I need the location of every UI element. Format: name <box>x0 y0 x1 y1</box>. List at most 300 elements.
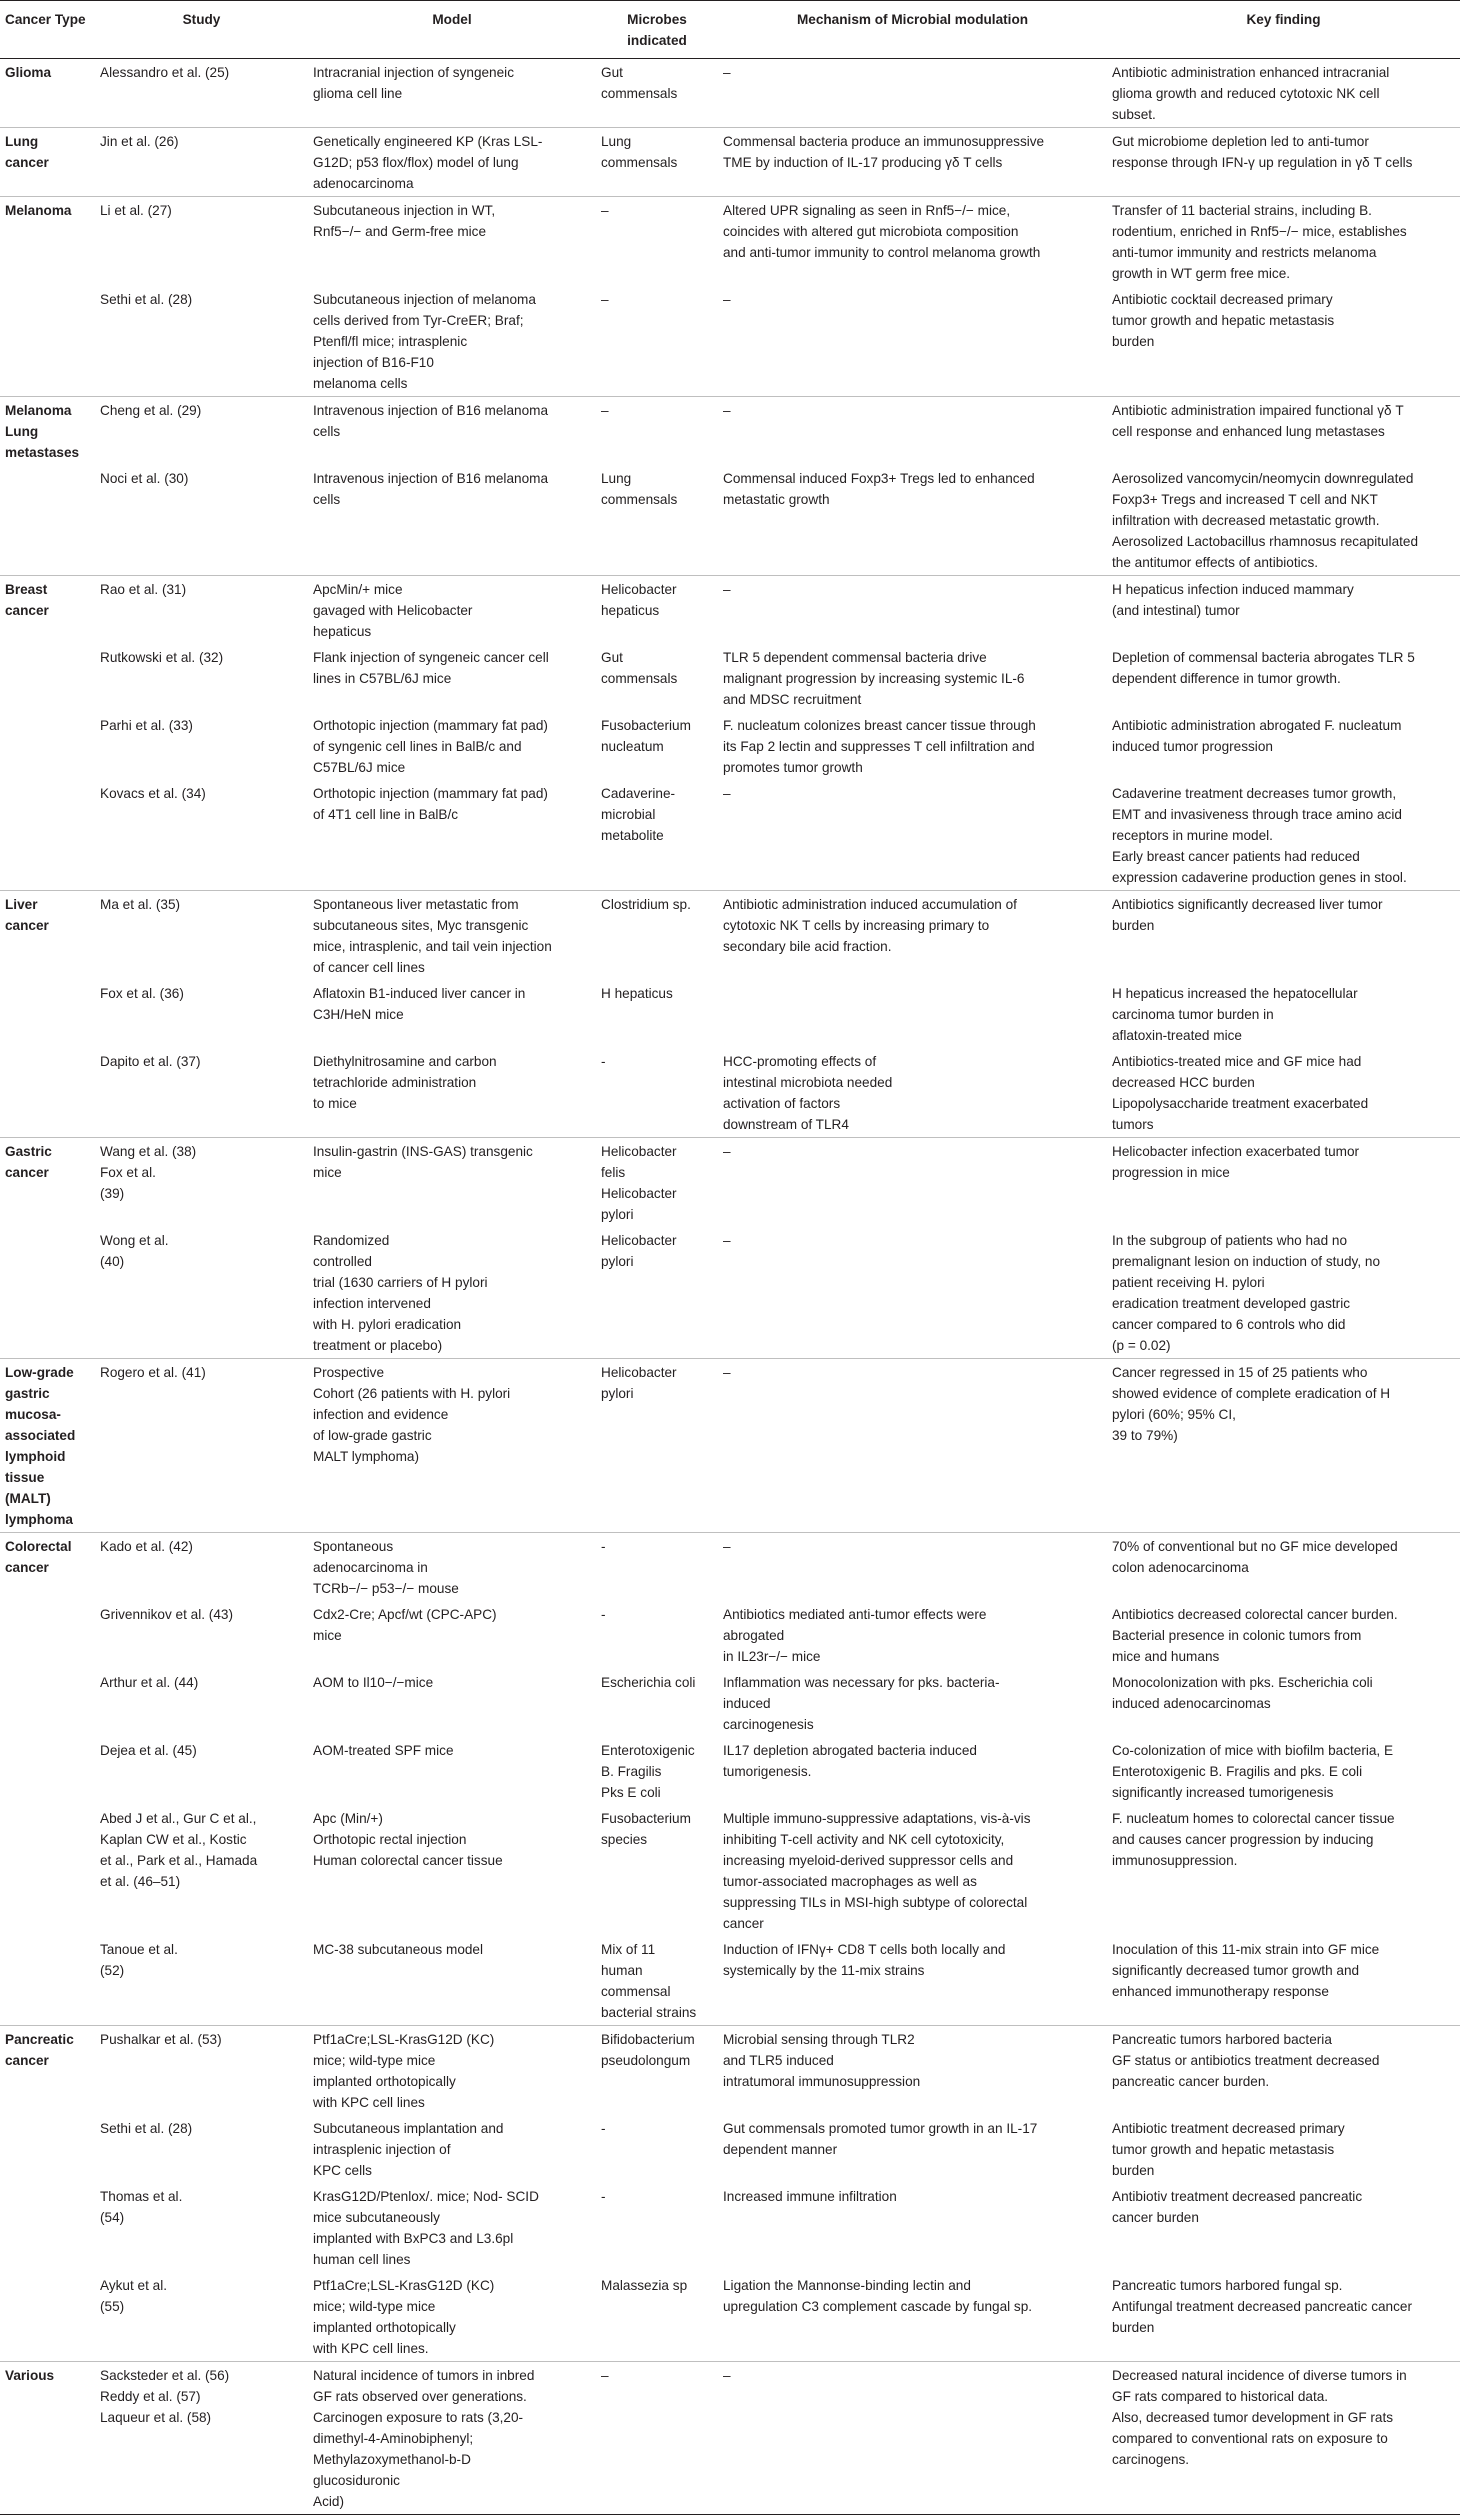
model-line: mice <box>313 1165 342 1180</box>
model-line: MALT lymphoma) <box>313 1449 420 1464</box>
mechanism-line: – <box>723 2368 731 2383</box>
model-line: implanted orthotopically <box>313 2074 456 2089</box>
mechanism-line: Ligation the Mannonse-binding lectin and <box>723 2278 971 2293</box>
mechanism-cell <box>718 2272 1107 2362</box>
key-finding-line: carcinogens. <box>1112 2452 1190 2467</box>
model-line: C57BL/6J mice <box>313 760 406 775</box>
mechanism-line: and MDSC recruitment <box>723 692 862 707</box>
table-row <box>0 1737 1460 1805</box>
microbes-cell <box>596 891 718 981</box>
microbes-cell <box>596 128 718 197</box>
model-line: Ptf1aCre;LSL-KrasG12D (KC) <box>313 2032 495 2047</box>
model-line: tetrachloride administration <box>313 1075 477 1090</box>
mechanism-cell <box>718 2026 1107 2116</box>
model-line: Insulin-gastrin (INS-GAS) transgenic <box>313 1144 533 1159</box>
study-line: Sethi et al. (28) <box>100 292 193 307</box>
model-cell <box>308 2362 596 2515</box>
microbes-cell <box>596 712 718 780</box>
study-cell <box>95 397 308 466</box>
model-line: glucosiduronic <box>313 2473 400 2488</box>
model-line: Cdx2-Cre; Apcf/wt (CPC-APC) <box>313 1607 497 1622</box>
mechanism-line: – <box>723 1144 731 1159</box>
study-line: (52) <box>100 1963 125 1978</box>
cancer-type-line: cancer <box>5 1560 49 1575</box>
mechanism-line: cytotoxic NK T cells by increasing primary to <box>723 918 990 933</box>
study-line: Parhi et al. (33) <box>100 718 193 733</box>
mechanism-line: – <box>723 786 731 801</box>
mechanism-cell <box>718 644 1107 712</box>
model-line: GF rats observed over generations. <box>313 2389 527 2404</box>
key-finding-line: Antibiotics-treated mice and GF mice had <box>1112 1054 1362 1069</box>
cancer-type-line: (MALT) <box>5 1491 51 1506</box>
mechanism-line: Antibiotics mediated anti-tumor effects were <box>723 1607 987 1622</box>
mechanism-line: carcinogenesis <box>723 1717 814 1732</box>
model-cell <box>308 644 596 712</box>
cancer-type-cell <box>0 1138 95 1228</box>
mechanism-line: Gut commensals promoted tumor growth in an IL-17 <box>723 2121 1038 2136</box>
mechanism-cell <box>718 1805 1107 1936</box>
key-finding-line: decreased HCC burden <box>1112 1075 1255 1090</box>
table-row <box>0 128 1460 197</box>
key-finding-line: response through IFN-γ up regulation in γδ T cells <box>1112 155 1413 170</box>
model-line: subcutaneous sites, Myc transgenic <box>313 918 529 933</box>
cancer-type-line: gastric <box>5 1386 50 1401</box>
key-finding-line: F. nucleatum homes to colorectal cancer tissue <box>1112 1811 1395 1826</box>
key-finding-line: anti-tumor immunity and restricts melanoma <box>1112 245 1377 260</box>
model-line: Genetically engineered KP (Kras LSL- <box>313 134 543 149</box>
cancer-type-line: Various <box>5 2368 55 2383</box>
microbes-cell <box>596 2272 718 2362</box>
microbes-line: human <box>601 1963 643 1978</box>
key-finding-line: Also, decreased tumor development in GF rats <box>1112 2410 1394 2425</box>
key-finding-line: mice and humans <box>1112 1649 1220 1664</box>
key-finding-line: pancreatic cancer burden. <box>1112 2074 1270 2089</box>
key-finding-cell <box>1107 1048 1460 1138</box>
study-cell <box>95 1936 308 2026</box>
mechanism-line: in IL23r−/− mice <box>723 1649 821 1664</box>
model-line: mice; wild-type mice <box>313 2053 436 2068</box>
study-cell <box>95 1359 308 1533</box>
mechanism-line: – <box>723 1233 731 1248</box>
study-line: Dapito et al. (37) <box>100 1054 201 1069</box>
model-line: AOM to Il10−/−mice <box>313 1675 434 1690</box>
model-line: Orthotopic rectal injection <box>313 1832 467 1847</box>
mechanism-cell <box>718 2115 1107 2183</box>
table-row <box>0 780 1460 891</box>
key-finding-cell <box>1107 197 1460 287</box>
key-finding-line: Pancreatic tumors harbored fungal sp. <box>1112 2278 1343 2293</box>
microbes-cell <box>596 1138 718 1228</box>
key-finding-line: receptors in murine model. <box>1112 828 1273 843</box>
cancer-type-cell <box>0 465 95 576</box>
key-finding-line: In the subgroup of patients who had no <box>1112 1233 1348 1248</box>
microbes-cell <box>596 2115 718 2183</box>
mechanism-line: TME by induction of IL-17 producing γδ T cells <box>723 155 1003 170</box>
microbes-line: - <box>601 1539 606 1554</box>
mechanism-cell <box>718 1669 1107 1737</box>
key-finding-line: GF status or antibiotics treatment decreased <box>1112 2053 1380 2068</box>
model-cell <box>308 1138 596 1228</box>
microbes-line: – <box>601 403 609 418</box>
microbes-cell <box>596 286 718 397</box>
microbes-cell <box>596 1669 718 1737</box>
mechanism-line: abrogated <box>723 1628 785 1643</box>
table-row <box>0 1138 1460 1228</box>
key-finding-line: tumor growth and hepatic metastasis <box>1112 313 1335 328</box>
key-finding-line: Antibiotic cocktail decreased primary <box>1112 292 1333 307</box>
study-line: Grivennikov et al. (43) <box>100 1607 233 1622</box>
model-line: Methylazoxymethanol-b-D <box>313 2452 471 2467</box>
microbes-line: pylori <box>601 1207 634 1222</box>
key-finding-cell <box>1107 2115 1460 2183</box>
microbes-line: Bifidobacterium <box>601 2032 695 2047</box>
study-cell <box>95 980 308 1048</box>
mechanism-line: its Fap 2 lectin and suppresses T cell infiltration and <box>723 739 1035 754</box>
key-finding-line: cancer burden <box>1112 2210 1199 2225</box>
key-finding-line: dependent difference in tumor growth. <box>1112 671 1341 686</box>
key-finding-line: Antibiotics decreased colorectal cancer burden. <box>1112 1607 1398 1622</box>
key-finding-line: burden <box>1112 2163 1155 2178</box>
cancer-type-line: Lung <box>5 424 39 439</box>
study-cell <box>95 644 308 712</box>
cancer-type-cell <box>0 1737 95 1805</box>
model-cell <box>308 780 596 891</box>
study-line: Tanoue et al. <box>100 1942 178 1957</box>
key-finding-cell <box>1107 2183 1460 2272</box>
table-row <box>0 644 1460 712</box>
cancer-type-line: Lung <box>5 134 39 149</box>
microbes-line: commensals <box>601 155 678 170</box>
study-line: Fox et al. <box>100 1165 156 1180</box>
mechanism-cell <box>718 1737 1107 1805</box>
key-finding-line: Helicobacter infection exacerbated tumor <box>1112 1144 1360 1159</box>
model-line: human cell lines <box>313 2252 411 2267</box>
model-cell <box>308 1669 596 1737</box>
model-line: Subcutaneous implantation and <box>313 2121 504 2136</box>
microbes-line: H hepaticus <box>601 986 673 1001</box>
model-line: implanted orthotopically <box>313 2320 456 2335</box>
mechanism-cell <box>718 712 1107 780</box>
study-line: Ma et al. (35) <box>100 897 181 912</box>
model-line: Aflatoxin B1-induced liver cancer in <box>313 986 526 1001</box>
microbes-line: pylori <box>601 1254 634 1269</box>
microbes-line: Helicobacter <box>601 1365 677 1380</box>
mechanism-cell <box>718 1359 1107 1533</box>
table-row <box>0 980 1460 1048</box>
key-finding-line: glioma growth and reduced cytotoxic NK cell <box>1112 86 1380 101</box>
key-finding-line: aflatoxin-treated mice <box>1112 1028 1242 1043</box>
mechanism-line: intratumoral immunosuppression <box>723 2074 921 2089</box>
cancer-type-cell <box>0 1359 95 1533</box>
model-line: MC-38 subcutaneous model <box>313 1942 484 1957</box>
mechanism-line: coincides with altered gut microbiota composition <box>723 224 1019 239</box>
model-cell <box>308 397 596 466</box>
header-model: Model <box>308 1 596 59</box>
mechanism-cell <box>718 465 1107 576</box>
table-row <box>0 2272 1460 2362</box>
table-row <box>0 197 1460 287</box>
microbes-cell <box>596 2183 718 2272</box>
mechanism-line: TLR 5 dependent commensal bacteria drive <box>723 650 987 665</box>
study-line: Rao et al. (31) <box>100 582 187 597</box>
microbes-line: Fusobacterium <box>601 1811 691 1826</box>
cancer-type-line: Glioma <box>5 65 52 80</box>
microbes-cell <box>596 1048 718 1138</box>
cancer-type-line: cancer <box>5 918 49 933</box>
header-row <box>0 1 1460 59</box>
microbes-cell <box>596 780 718 891</box>
key-finding-line: EMT and invasiveness through trace amino acid <box>1112 807 1402 822</box>
study-cell <box>95 1048 308 1138</box>
microbes-cell <box>596 397 718 466</box>
mechanism-line: induced <box>723 1696 771 1711</box>
cancer-type-cell <box>0 59 95 128</box>
mechanism-line: tumor-associated macrophages as well as <box>723 1874 977 1889</box>
cancer-type-line: Low-grade <box>5 1365 74 1380</box>
table-row <box>0 1805 1460 1936</box>
mechanism-line: IL17 depletion abrogated bacteria induced <box>723 1743 977 1758</box>
microbes-line: Pks E coli <box>601 1785 661 1800</box>
key-finding-cell <box>1107 59 1460 128</box>
microbes-line: pseudolongum <box>601 2053 691 2068</box>
key-finding-line: Cadaverine treatment decreases tumor growth, <box>1112 786 1397 801</box>
study-line: Dejea et al. (45) <box>100 1743 197 1758</box>
model-line: trial (1630 carriers of H pylori <box>313 1275 488 1290</box>
model-cell <box>308 1533 596 1602</box>
key-finding-line: 70% of conventional but no GF mice developed <box>1112 1539 1398 1554</box>
mechanism-cell <box>718 1533 1107 1602</box>
model-cell <box>308 891 596 981</box>
cancer-type-cell <box>0 1227 95 1359</box>
mechanism-line: Commensal induced Foxp3+ Tregs led to enhanced <box>723 471 1035 486</box>
key-finding-cell <box>1107 1669 1460 1737</box>
model-line: TCRb−/− p53−/− mouse <box>313 1581 459 1596</box>
study-line: Noci et al. (30) <box>100 471 189 486</box>
key-finding-line: Gut microbiome depletion led to anti-tumor <box>1112 134 1369 149</box>
study-cell <box>95 1805 308 1936</box>
study-line: Laqueur et al. (58) <box>100 2410 212 2425</box>
mechanism-cell <box>718 980 1107 1048</box>
header-microbes: Microbes indicated <box>596 1 718 59</box>
microbes-line: Gut <box>601 650 623 665</box>
key-finding-line: Bacterial presence in colonic tumors from <box>1112 1628 1362 1643</box>
cancer-type-cell <box>0 576 95 645</box>
table-row <box>0 2026 1460 2116</box>
model-cell <box>308 1936 596 2026</box>
table-row <box>0 465 1460 576</box>
key-finding-line: carcinoma tumor burden in <box>1112 1007 1274 1022</box>
model-line: glioma cell line <box>313 86 403 101</box>
key-finding-line: Aerosolized Lactobacillus rhamnosus recapitulated <box>1112 534 1419 549</box>
mechanism-line: HCC-promoting effects of <box>723 1054 877 1069</box>
table-row <box>0 1533 1460 1602</box>
model-line: Spontaneous liver metastatic from <box>313 897 519 912</box>
key-finding-line: Antibiotic administration enhanced intracranial <box>1112 65 1390 80</box>
model-line: to mice <box>313 1096 357 1111</box>
cancer-type-cell <box>0 644 95 712</box>
cancer-type-cell <box>0 2026 95 2116</box>
key-finding-line: Cancer regressed in 15 of 25 patients who <box>1112 1365 1368 1380</box>
microbes-line: - <box>601 1607 606 1622</box>
model-cell <box>308 1737 596 1805</box>
microbes-line: - <box>601 2121 606 2136</box>
key-finding-line: 39 to 79%) <box>1112 1428 1178 1443</box>
mechanism-line: tumorigenesis. <box>723 1764 812 1779</box>
key-finding-cell <box>1107 2026 1460 2116</box>
table-row <box>0 1936 1460 2026</box>
cancer-type-line: Melanoma <box>5 403 72 418</box>
key-finding-line: pylori (60%; 95% CI, <box>1112 1407 1236 1422</box>
key-finding-cell <box>1107 980 1460 1048</box>
key-finding-line: cancer compared to 6 controls who did <box>1112 1317 1346 1332</box>
table-row <box>0 1048 1460 1138</box>
key-finding-line: immunosuppression. <box>1112 1853 1238 1868</box>
table-row <box>0 397 1460 466</box>
microbes-cell <box>596 1359 718 1533</box>
study-cell <box>95 2115 308 2183</box>
model-line: hepaticus <box>313 624 372 639</box>
microbes-cell <box>596 465 718 576</box>
key-finding-line: Depletion of commensal bacteria abrogates TLR 5 <box>1112 650 1415 665</box>
key-finding-line: showed evidence of complete eradication of H <box>1112 1386 1391 1401</box>
microbes-cell <box>596 980 718 1048</box>
model-cell <box>308 1048 596 1138</box>
study-line: Li et al. (27) <box>100 203 172 218</box>
microbes-cell <box>596 1805 718 1936</box>
model-line: Rnf5−/− and Germ-free mice <box>313 224 487 239</box>
model-cell <box>308 465 596 576</box>
model-cell <box>308 59 596 128</box>
key-finding-line: Foxp3+ Tregs and increased T cell and NKT <box>1112 492 1378 507</box>
microbes-cell <box>596 59 718 128</box>
mechanism-line: Altered UPR signaling as seen in Rnf5−/− mice, <box>723 203 1011 218</box>
study-line: Rogero et al. (41) <box>100 1365 206 1380</box>
model-line: Intravenous injection of B16 melanoma <box>313 471 549 486</box>
key-finding-cell <box>1107 465 1460 576</box>
model-line: of syngenic cell lines in BalB/c and <box>313 739 522 754</box>
study-line: Thomas et al. <box>100 2189 183 2204</box>
mechanism-cell <box>718 780 1107 891</box>
key-finding-line: rodentium, enriched in Rnf5−/− mice, establishes <box>1112 224 1407 239</box>
mechanism-line: activation of factors <box>723 1096 841 1111</box>
mechanism-line: secondary bile acid fraction. <box>723 939 892 954</box>
key-finding-line: growth in WT germ free mice. <box>1112 266 1291 281</box>
microbes-line: commensals <box>601 492 678 507</box>
study-cell <box>95 286 308 397</box>
model-line: Prospective <box>313 1365 385 1380</box>
microbes-cell <box>596 576 718 645</box>
table-row <box>0 2183 1460 2272</box>
cancer-type-cell <box>0 197 95 287</box>
model-cell <box>308 1359 596 1533</box>
cancer-type-cell <box>0 2272 95 2362</box>
key-finding-line: tumors <box>1112 1117 1154 1132</box>
study-line: Sacksteder et al. (56) <box>100 2368 230 2383</box>
key-finding-cell <box>1107 712 1460 780</box>
model-cell <box>308 2183 596 2272</box>
model-line: KPC cells <box>313 2163 372 2178</box>
microbes-cell <box>596 1227 718 1359</box>
model-line: C3H/HeN mice <box>313 1007 404 1022</box>
cancer-type-cell <box>0 1048 95 1138</box>
mechanism-line: increasing myeloid-derived suppressor cells and <box>723 1853 1014 1868</box>
model-cell <box>308 2115 596 2183</box>
study-cell <box>95 576 308 645</box>
microbes-line: Helicobacter <box>601 1233 677 1248</box>
mechanism-line: F. nucleatum colonizes breast cancer tissue through <box>723 718 1036 733</box>
mechanism-line: inhibiting T-cell activity and NK cell cytotoxicity, <box>723 1832 1005 1847</box>
model-line: gavaged with Helicobacter <box>313 603 473 618</box>
cancer-type-cell <box>0 712 95 780</box>
key-finding-line: Transfer of 11 bacterial strains, including B. <box>1112 203 1372 218</box>
key-finding-line: colon adenocarcinoma <box>1112 1560 1249 1575</box>
microbes-line: B. Fragilis <box>601 1764 662 1779</box>
study-cell <box>95 1138 308 1228</box>
model-cell <box>308 576 596 645</box>
model-line: intrasplenic injection of <box>313 2142 451 2157</box>
mechanism-line: – <box>723 403 731 418</box>
cancer-type-line: associated <box>5 1428 76 1443</box>
study-line: Jin et al. (26) <box>100 134 179 149</box>
study-line: Alessandro et al. (25) <box>100 65 230 80</box>
study-line: Abed J et al., Gur C et al., <box>100 1811 257 1826</box>
model-cell <box>308 2026 596 2116</box>
model-line: with KPC cell lines <box>313 2095 425 2110</box>
mechanism-cell <box>718 59 1107 128</box>
key-finding-cell <box>1107 286 1460 397</box>
model-line: Ptenfl/fl mice; intrasplenic <box>313 334 468 349</box>
key-finding-line: Lipopolysaccharide treatment exacerbated <box>1112 1096 1369 1111</box>
cancer-type-cell <box>0 1936 95 2026</box>
mechanism-line: Commensal bacteria produce an immunosuppressive <box>723 134 1045 149</box>
table-row <box>0 712 1460 780</box>
key-finding-cell <box>1107 2272 1460 2362</box>
table-row <box>0 2362 1460 2515</box>
key-finding-line: H hepaticus increased the hepatocellular <box>1112 986 1358 1001</box>
model-line: Subcutaneous injection of melanoma <box>313 292 536 307</box>
microbes-line: felis <box>601 1165 626 1180</box>
study-cell <box>95 59 308 128</box>
model-line: lines in C57BL/6J mice <box>313 671 452 686</box>
model-line: Diethylnitrosamine and carbon <box>313 1054 497 1069</box>
table-row <box>0 576 1460 645</box>
cancer-type-line: cancer <box>5 1165 49 1180</box>
model-line: Subcutaneous injection in WT, <box>313 203 496 218</box>
microbes-line: commensals <box>601 671 678 686</box>
mechanism-line: and anti-tumor immunity to control melanoma growth <box>723 245 1041 260</box>
study-cell <box>95 780 308 891</box>
model-line: Randomized <box>313 1233 390 1248</box>
key-finding-line: Antifungal treatment decreased pancreatic cancer <box>1112 2299 1412 2314</box>
key-finding-cell <box>1107 1737 1460 1805</box>
microbes-cell <box>596 1601 718 1669</box>
study-line: Arthur et al. (44) <box>100 1675 199 1690</box>
model-cell <box>308 1227 596 1359</box>
study-cell <box>95 1227 308 1359</box>
study-line: Kovacs et al. (34) <box>100 786 206 801</box>
key-finding-cell <box>1107 1138 1460 1228</box>
study-cell <box>95 1669 308 1737</box>
study-cell <box>95 128 308 197</box>
model-cell <box>308 128 596 197</box>
model-line: of low-grade gastric <box>313 1428 432 1443</box>
key-finding-line: Antibiotics significantly decreased liver tumor <box>1112 897 1383 912</box>
mechanism-line: promotes tumor growth <box>723 760 863 775</box>
model-line: injection of B16-F10 <box>313 355 434 370</box>
study-line: Cheng et al. (29) <box>100 403 202 418</box>
key-finding-line: Antibiotic administration impaired functional γδ T <box>1112 403 1404 418</box>
mechanism-line: Multiple immuno-suppressive adaptations, vis-à-vis <box>723 1811 1031 1826</box>
